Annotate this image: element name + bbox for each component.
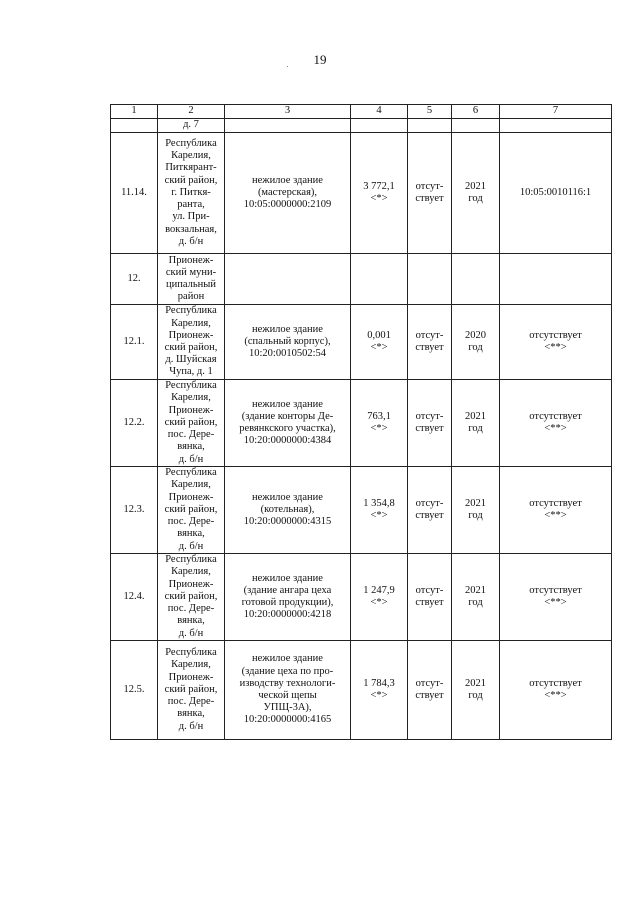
table-row: [111, 254, 612, 305]
row-number: 12.: [111, 254, 158, 305]
cadastral-cell: 10:05:0010116:1: [500, 133, 612, 254]
column-number: 4: [351, 105, 408, 119]
page-number: 19: [313, 52, 327, 67]
table-row: [111, 119, 612, 133]
column-number: 2: [158, 105, 225, 119]
row-number: 12.2.: [111, 380, 158, 467]
area-cell: 0,001 <*>: [351, 305, 408, 380]
encumbrance-cell: отсут- ствует: [408, 133, 452, 254]
cadastral-cell: [500, 119, 612, 133]
table-row: [111, 554, 612, 641]
address-cell: Республика Карелия, Прионеж- ский район, пос. Дере- вянка, д. б/н: [158, 467, 225, 554]
encumbrance-cell: [408, 254, 452, 305]
column-number: 1: [111, 105, 158, 119]
object-cell: [225, 119, 351, 133]
object-cell: нежилое здание (мастерская), 10:05:0000000:2109: [225, 133, 351, 254]
address-cell: Республика Карелия, Питкярант- ский район, г. Питкя- ранта, ул. При- вокзальная, д. б/н: [158, 133, 225, 254]
cadastral-cell: отсутствует <**>: [500, 641, 612, 740]
object-cell: нежилое здание (здание ангара цеха готовой продукции), 10:20:0000000:4218: [225, 554, 351, 641]
table-row: [111, 305, 612, 380]
encumbrance-cell: отсут- ствует: [408, 467, 452, 554]
row-number: 11.14.: [111, 133, 158, 254]
encumbrance-cell: отсут- ствует: [408, 641, 452, 740]
address-cell: Республика Карелия, Прионеж- ский район, пос. Дере- вянка, д. б/н: [158, 641, 225, 740]
cadastral-cell: отсутствует <**>: [500, 380, 612, 467]
object-cell: нежилое здание (спальный корпус), 10:20:0010502:54: [225, 305, 351, 380]
scan-speck: [287, 66, 288, 67]
year-cell: 2021 год: [452, 554, 500, 641]
column-number: 3: [225, 105, 351, 119]
column-number-row: [111, 105, 612, 119]
cadastral-cell: отсутствует <**>: [500, 554, 612, 641]
table-row: [111, 641, 612, 740]
table-row: [111, 467, 612, 554]
row-number: 12.1.: [111, 305, 158, 380]
column-number: 6: [452, 105, 500, 119]
year-cell: 2021 год: [452, 133, 500, 254]
year-cell: 2021 год: [452, 467, 500, 554]
area-cell: 1 354,8 <*>: [351, 467, 408, 554]
row-number: 12.3.: [111, 467, 158, 554]
address-cell: Республика Карелия, Прионеж- ский район, пос. Дере- вянка, д. б/н: [158, 554, 225, 641]
year-cell: 2020 год: [452, 305, 500, 380]
cadastral-cell: отсутствует <**>: [500, 305, 612, 380]
address-cell: Республика Карелия, Прионеж- ский район, д. Шуйская Чупа, д. 1: [158, 305, 225, 380]
area-cell: 763,1 <*>: [351, 380, 408, 467]
year-cell: 2021 год: [452, 380, 500, 467]
year-cell: 2021 год: [452, 641, 500, 740]
year-cell: [452, 254, 500, 305]
area-cell: [351, 254, 408, 305]
property-table: [110, 104, 612, 740]
table-row: [111, 380, 612, 467]
area-cell: [351, 119, 408, 133]
encumbrance-cell: [408, 119, 452, 133]
row-number: [111, 119, 158, 133]
address-cell: Республика Карелия, Прионеж- ский район, пос. Дере- вянка, д. б/н: [158, 380, 225, 467]
object-cell: нежилое здание (котельная), 10:20:0000000:4315: [225, 467, 351, 554]
object-cell: [225, 254, 351, 305]
area-cell: 1 784,3 <*>: [351, 641, 408, 740]
column-number: 7: [500, 105, 612, 119]
area-cell: 3 772,1 <*>: [351, 133, 408, 254]
encumbrance-cell: отсут- ствует: [408, 554, 452, 641]
encumbrance-cell: отсут- ствует: [408, 305, 452, 380]
encumbrance-cell: отсут- ствует: [408, 380, 452, 467]
table-row: [111, 133, 612, 254]
row-number: 12.4.: [111, 554, 158, 641]
cadastral-cell: [500, 254, 612, 305]
object-cell: нежилое здание (здание конторы Де- ревянкского участка), 10:20:0000000:4384: [225, 380, 351, 467]
area-cell: 1 247,9 <*>: [351, 554, 408, 641]
column-number: 5: [408, 105, 452, 119]
row-number: 12.5.: [111, 641, 158, 740]
object-cell: нежилое здание (здание цеха по про- изводству технологи- ческой щепы УПЩ-3А), 10:20:0000000:4165: [225, 641, 351, 740]
cadastral-cell: отсутствует <**>: [500, 467, 612, 554]
year-cell: [452, 119, 500, 133]
address-cell: д. 7: [158, 119, 225, 133]
address-cell: Прионеж- ский муни- ципальный район: [158, 254, 225, 305]
